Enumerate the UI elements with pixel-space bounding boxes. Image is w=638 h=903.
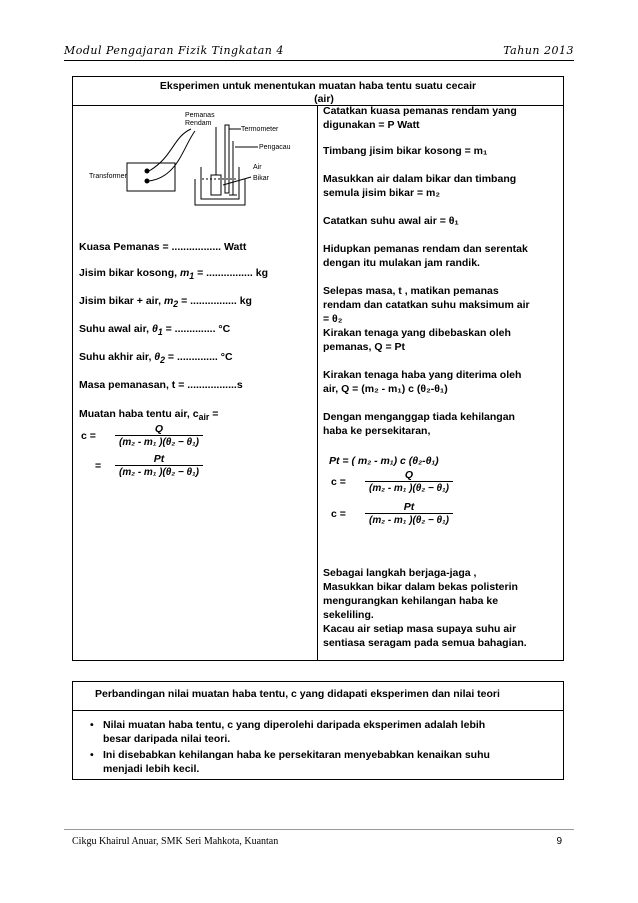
step-8a: Kirakan tenaga haba yang diterima oleh	[323, 369, 522, 381]
footer-rule	[64, 829, 574, 830]
precaution-4: sekeliling.	[323, 609, 374, 621]
header-year: Tahun 2013	[503, 44, 574, 57]
step-6a: Selepas masa, t , matikan pemanas	[323, 285, 499, 297]
time-line: Masa pemanasan, t = .................s	[79, 379, 243, 391]
precaution-6: sentiasa seragam pada semua bahagian.	[323, 637, 527, 649]
page-number: 9	[556, 836, 562, 847]
step-4: Catatkan suhu awal air = θ₁	[323, 215, 459, 227]
page-footer	[72, 836, 566, 847]
beaker-label: Bikar	[253, 175, 269, 182]
bullet-1: • Nilai muatan haba tentu, c yang diperolehi daripada eksperimen adalah lebih besar daripada nilai teori.	[90, 719, 486, 745]
transformer-box-icon	[127, 163, 175, 191]
formula-q: c = $\frac{Q}{\text{(m₂ - m₁ )(θ₂ − θ₁)}}$	[81, 423, 203, 448]
precaution-1: Sebagai langkah berjaga-jaga ,	[323, 567, 477, 579]
energy-balance: Pt = ( m₂ - m₁) c (θ₂-θ₁)	[329, 455, 439, 467]
header-rule	[64, 60, 574, 61]
step-3b: semula jisim bikar = m₂	[323, 187, 441, 199]
stirrer-label: Pengacau	[259, 144, 291, 151]
page-header	[64, 44, 574, 58]
step-6b: rendam dan catatkan suhu maksimum air	[323, 299, 530, 311]
step-7a: Kirakan tenaga yang dibebaskan oleh	[323, 327, 511, 339]
comparison-heading: Perbandingan nilai muatan haba tentu, c yang didapati eksperimen dan nilai teori	[73, 682, 563, 711]
formula-right-q: c = $\frac{Q}{\text{(m₂ - m₁ )(θ₂ − θ₁)}}$	[331, 469, 453, 494]
bullet-dot-icon: •	[90, 719, 94, 731]
transformer-label: Transformer	[89, 173, 127, 180]
left-column	[73, 105, 318, 660]
shc-line: Muatan haba tentu air, $c_{air}$ =	[79, 408, 219, 423]
step-1a: Catatkan kuasa pemanas rendam yang	[323, 105, 517, 117]
step-9a: Dengan menganggap tiada kehilangan	[323, 411, 515, 423]
formula-pt: = $\frac{Pt}{\text{(m₂ - m₁ )(θ₂ − θ₁)}}$	[81, 453, 203, 478]
final-temp-line: Suhu akhir air, $\theta_2$ = .............. °C	[79, 351, 233, 366]
step-2: Timbang jisim bikar kosong = m₁	[323, 145, 488, 157]
step-6c: = θ₂	[323, 313, 343, 325]
bullet-2: • Ini disebabkan kehilangan haba ke persekitaran menyebabkan kenaikan suhu menjadi lebih kecil.	[90, 749, 490, 775]
initial-temp-line: Suhu awal air, $\theta_1$ = .............. °C	[79, 323, 231, 338]
step-5a: Hidupkan pemanas rendam dan serentak	[323, 243, 528, 255]
precaution-5: Kacau air setiap masa supaya suhu air	[323, 623, 517, 635]
precaution-2: Masukkan bikar dalam bekas polisterin	[323, 581, 518, 593]
empty-mass-line: Jisim bikar kosong, $m_1$ = ................ kg	[79, 267, 268, 282]
heater-label-2: Rendam	[185, 120, 212, 127]
bullet-dot-icon: •	[90, 749, 94, 761]
step-5b: dengan itu mulakan jam randik.	[323, 257, 480, 269]
heater-label: Pemanas	[185, 112, 215, 119]
full-mass-line: Jisim bikar + air, $m_2$ = ................ kg	[79, 295, 252, 310]
step-3a: Masukkan air dalam bikar dan timbang	[323, 173, 517, 185]
water-label: Air	[253, 164, 262, 171]
apparatus-diagram	[73, 107, 317, 207]
thermometer-icon	[225, 125, 229, 193]
right-column	[317, 105, 563, 660]
polystyrene-icon	[195, 179, 245, 205]
title-line-2: (air)	[314, 93, 334, 105]
thermometer-label: Termometer	[241, 126, 279, 133]
experiment-title	[73, 77, 563, 106]
step-8b: air, Q = (m₂ - m₁) c (θ₂-θ₁)	[323, 383, 448, 395]
precaution-3: mengurangkan kehilangan haba ke	[323, 595, 499, 607]
experiment-table	[72, 76, 564, 661]
title-line-1: Eksperimen untuk menentukan muatan haba tentu suatu cecair	[159, 80, 477, 92]
comparison-table	[72, 681, 564, 780]
step-1b: digunakan = P Watt	[323, 119, 420, 131]
header-title: Modul Pengajaran Fizik Tingkatan 4	[64, 44, 284, 57]
step-7b: pemanas, Q = Pt	[323, 341, 405, 353]
heater-icon	[211, 175, 221, 195]
step-9b: haba ke persekitaran,	[323, 425, 431, 437]
footer-author: Cikgu Khairul Anuar, SMK Seri Mahkota, Kuantan	[72, 836, 279, 847]
formula-right-pt: c = $\frac{Pt}{\text{(m₂ - m₁ )(θ₂ − θ₁)}}$	[331, 501, 453, 526]
power-line: Kuasa Pemanas = ................. Watt	[79, 241, 247, 253]
